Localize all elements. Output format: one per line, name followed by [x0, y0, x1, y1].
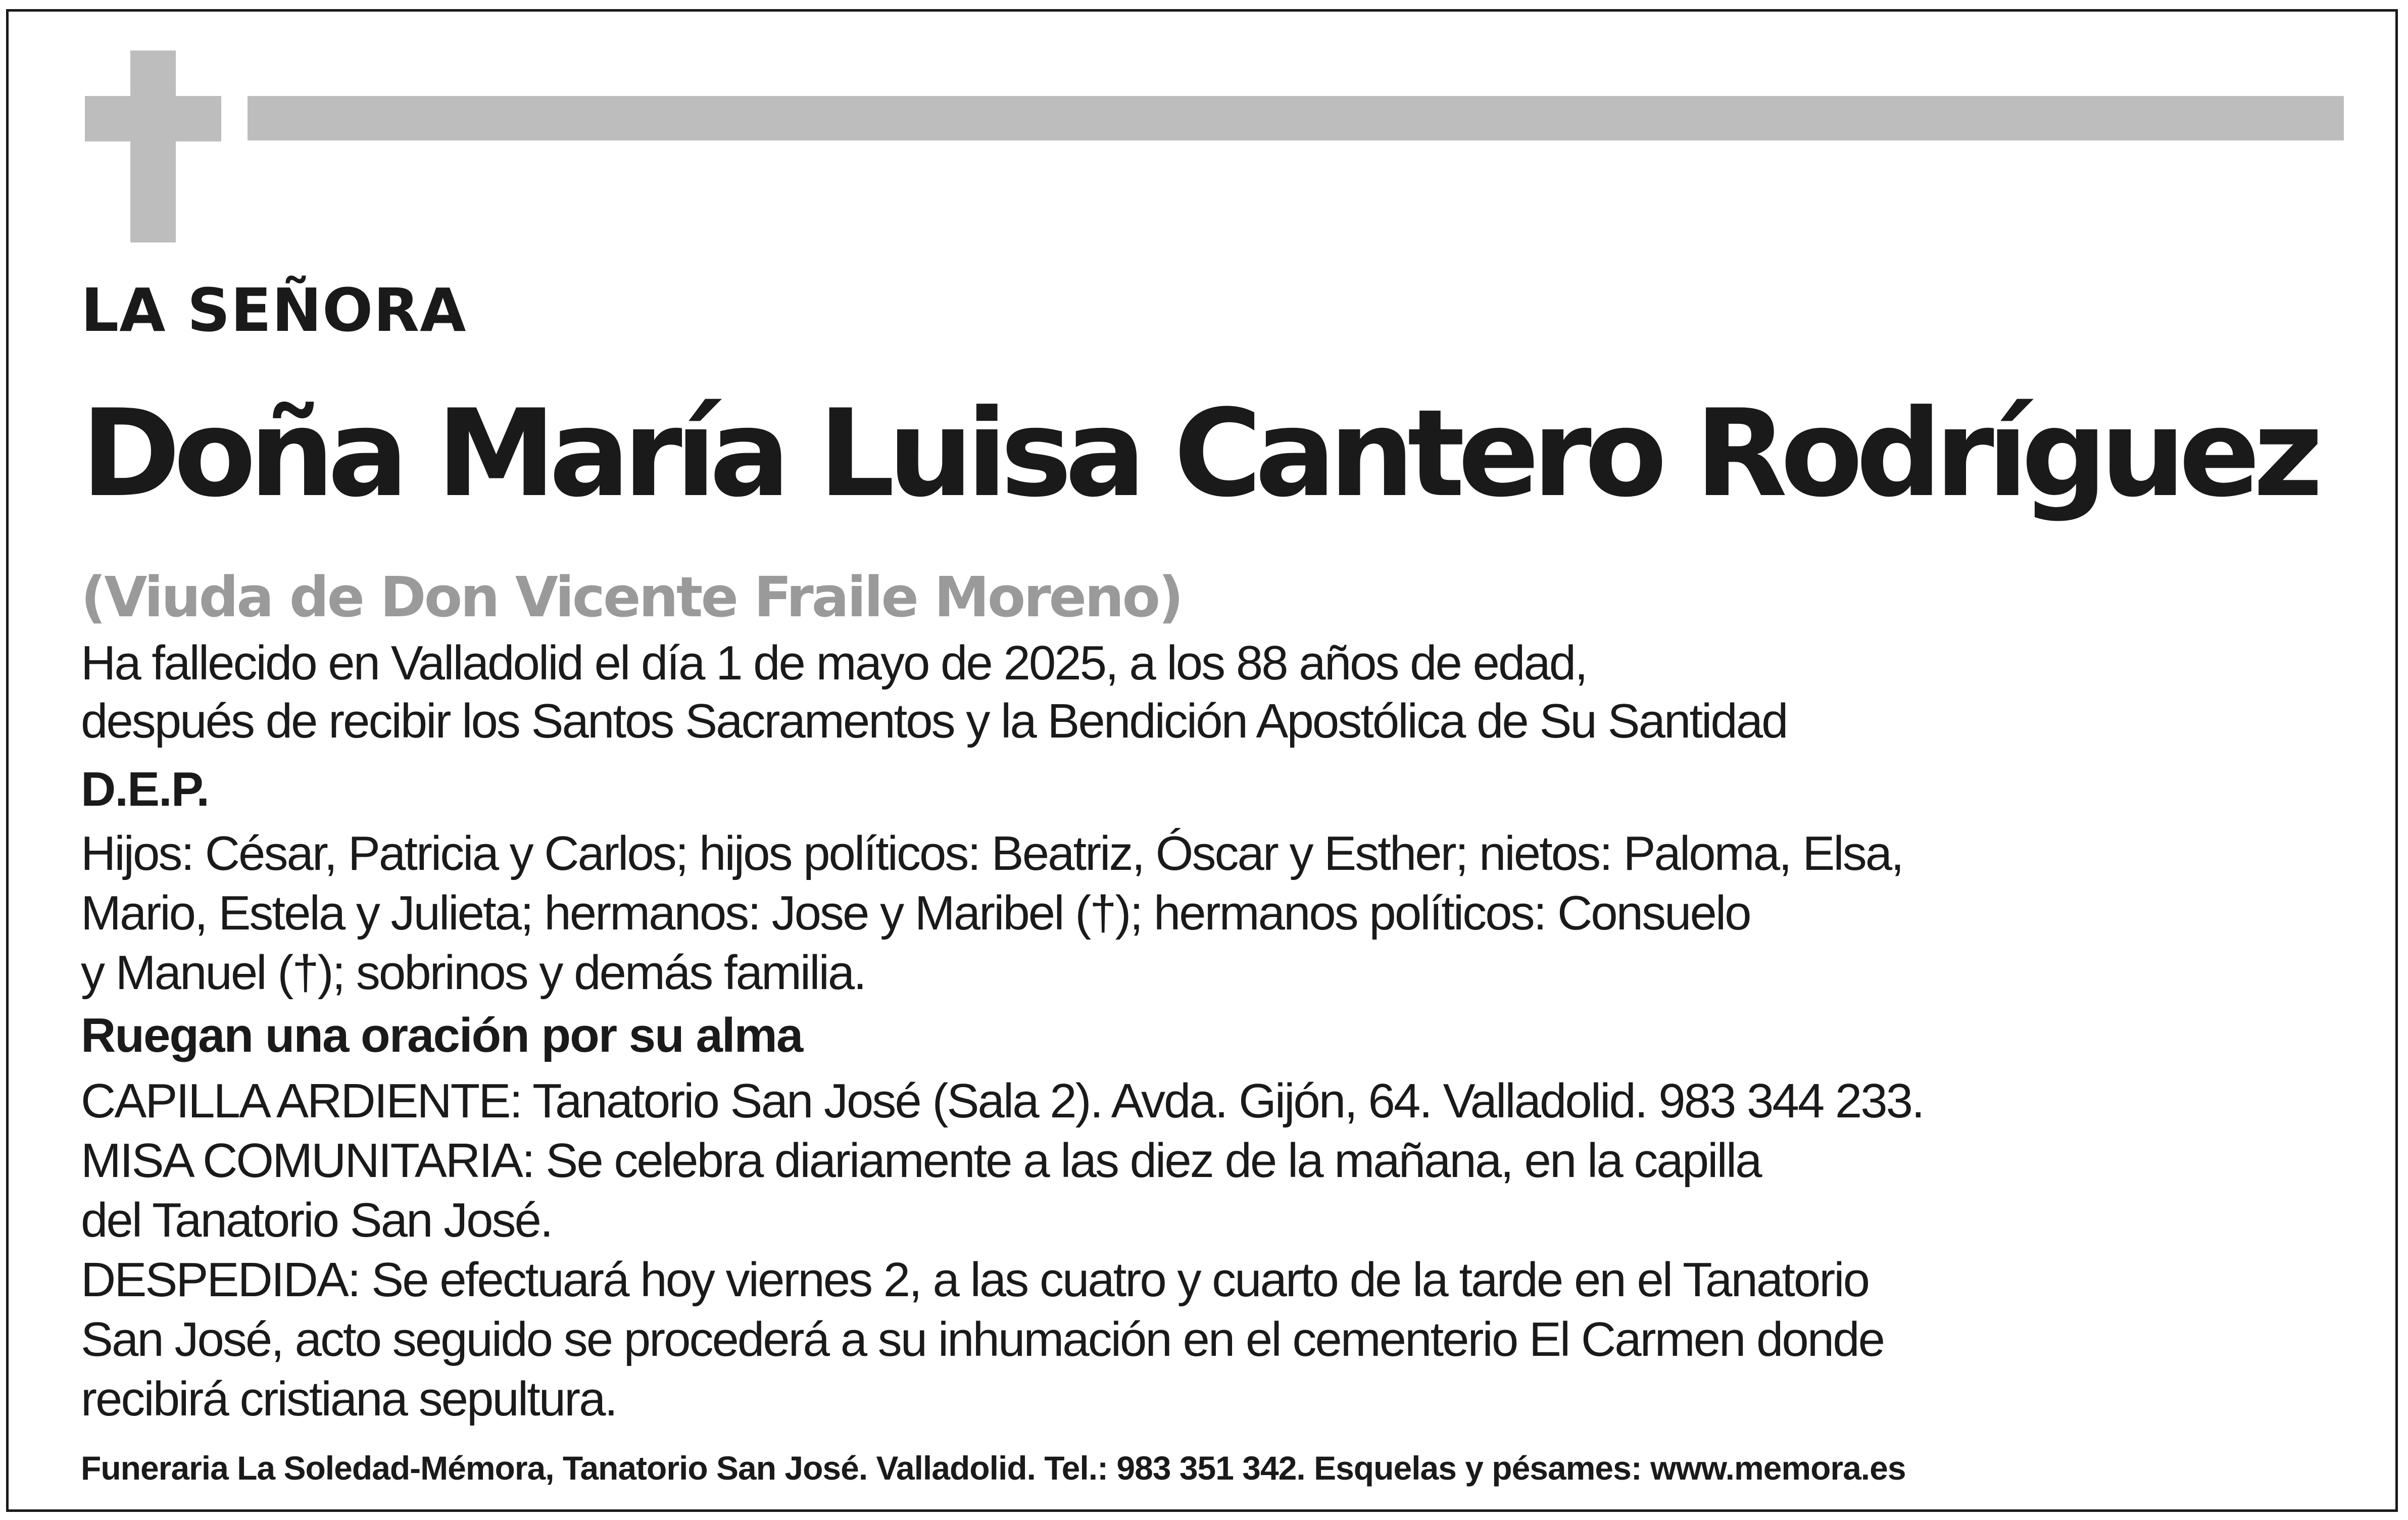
cross-icon [85, 51, 221, 242]
announcement-line-1: Ha fallecido en Valladolid el día 1 de mayo de 2025, a los 88 años de edad, [81, 636, 1587, 690]
header-rule [248, 96, 2344, 140]
title-prefix: LA SEÑORA [81, 275, 467, 345]
capilla-ardiente: CAPILLA ARDIENTE: Tanatorio San José (Sala 2). Avda. Gijón, 64. Valladolid. 983 344 233. [81, 1074, 1924, 1128]
footer-contact: Funeraria La Soledad-Mémora, Tanatorio San José. Valladolid. Tel.: 983 351 342. Esquelas y pésames: www.memora.es [81, 1449, 1906, 1487]
family-line-3: y Manuel (†); sobrinos y demás familia. [81, 946, 865, 1000]
cross-horizontal-bar [85, 96, 221, 141]
misa-line-1: MISA COMUNITARIA: Se celebra diariamente a las diez de la mañana, en la capilla [81, 1134, 1761, 1188]
despedida-line-3: recibirá cristiana sepultura. [81, 1372, 617, 1426]
announcement-line-2: después de recibir los Santos Sacramentos y la Bendición Apostólica de Su Santidad [81, 694, 1787, 748]
prayer-request: Ruegan una oración por su alma [81, 1008, 803, 1062]
cross-vertical-bar [130, 51, 176, 242]
despedida-line-1: DESPEDIDA: Se efectuará hoy viernes 2, a las cuatro y cuarto de la tarde en el Tanatorio [81, 1253, 1869, 1307]
dep-label: D.E.P. [81, 762, 209, 816]
misa-line-2: del Tanatorio San José. [81, 1193, 552, 1247]
family-line-1: Hijos: César, Patricia y Carlos; hijos políticos: Beatriz, Óscar y Esther; nietos: Paloma, Elsa, [81, 826, 1903, 880]
despedida-line-2: San José, acto seguido se procederá a su inhumación en el cementerio El Carmen donde [81, 1312, 1884, 1366]
widow-note: (Viuda de Don Vicente Fraile Moreno) [81, 565, 1182, 629]
family-line-2: Mario, Estela y Julieta; hermanos: Jose y Maribel (†); hermanos políticos: Consuelo [81, 886, 1750, 940]
deceased-name: Doña María Luisa Cantero Rodríguez [81, 384, 2317, 524]
